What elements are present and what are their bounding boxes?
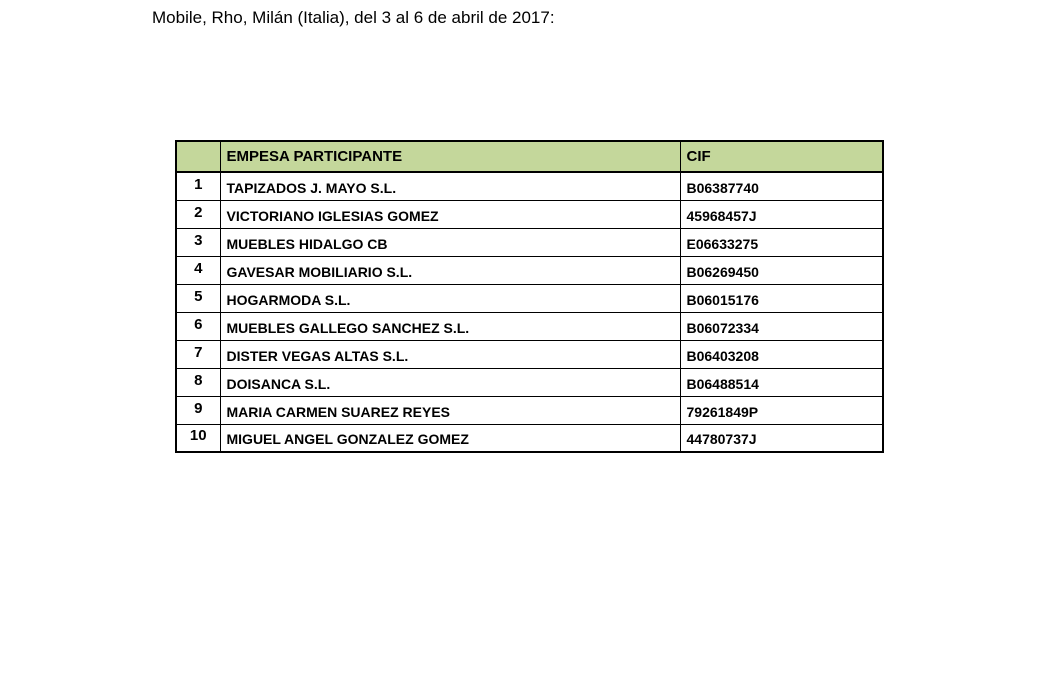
table-row — [176, 368, 883, 396]
table-row — [176, 424, 883, 452]
row-cif: B06072334 — [680, 312, 883, 340]
document-heading: Mobile, Rho, Milán (Italia), del 3 al 6 de abril de 2017: — [152, 8, 555, 27]
row-number: 3 — [176, 228, 220, 256]
table-row — [176, 396, 883, 424]
row-cif: E06633275 — [680, 228, 883, 256]
row-number: 6 — [176, 312, 220, 340]
table-row — [176, 340, 883, 368]
row-cif: 45968457J — [680, 200, 883, 228]
row-number: 4 — [176, 256, 220, 284]
table-row — [176, 172, 883, 200]
row-number: 9 — [176, 396, 220, 424]
row-company: MUEBLES GALLEGO SANCHEZ S.L. — [220, 312, 680, 340]
row-number: 10 — [176, 424, 220, 452]
table-row — [176, 312, 883, 340]
table-row — [176, 200, 883, 228]
row-number: 8 — [176, 368, 220, 396]
table-row — [176, 228, 883, 256]
row-cif: B06403208 — [680, 340, 883, 368]
row-cif: B06387740 — [680, 172, 883, 200]
header-cif: CIF — [680, 141, 883, 172]
row-company: DOISANCA S.L. — [220, 368, 680, 396]
row-company: TAPIZADOS J. MAYO S.L. — [220, 172, 680, 200]
participants-table-container — [175, 140, 884, 453]
table-row — [176, 284, 883, 312]
table-row — [176, 256, 883, 284]
row-number: 1 — [176, 172, 220, 200]
row-number: 7 — [176, 340, 220, 368]
row-company: GAVESAR MOBILIARIO S.L. — [220, 256, 680, 284]
header-company: EMPESA PARTICIPANTE — [220, 141, 680, 172]
row-cif: 79261849P — [680, 396, 883, 424]
row-number: 5 — [176, 284, 220, 312]
header-number — [176, 141, 220, 172]
participants-table — [175, 140, 884, 453]
row-company: HOGARMODA S.L. — [220, 284, 680, 312]
row-cif: B06488514 — [680, 368, 883, 396]
row-company: MUEBLES HIDALGO CB — [220, 228, 680, 256]
row-company: MARIA CARMEN SUAREZ REYES — [220, 396, 680, 424]
row-company: MIGUEL ANGEL GONZALEZ GOMEZ — [220, 424, 680, 452]
row-cif: 44780737J — [680, 424, 883, 452]
row-company: DISTER VEGAS ALTAS S.L. — [220, 340, 680, 368]
row-cif: B06015176 — [680, 284, 883, 312]
row-number: 2 — [176, 200, 220, 228]
row-company: VICTORIANO IGLESIAS GOMEZ — [220, 200, 680, 228]
table-header-row — [176, 141, 883, 172]
row-cif: B06269450 — [680, 256, 883, 284]
